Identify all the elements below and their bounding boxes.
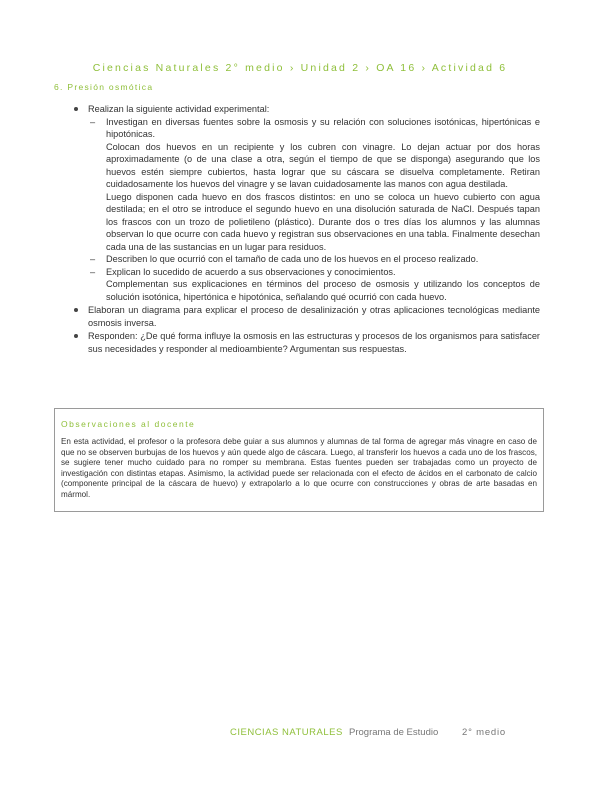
footer-subject: CIENCIAS NATURALES [230, 727, 343, 738]
activity-item [72, 330, 540, 355]
section-title: 6. Presión osmótica [54, 82, 154, 92]
activity-text: Elaboran un diagrama para explicar el proceso de desalinización y otras aplicaciones tecnológicas mediante osmosis inversa. [88, 305, 540, 328]
sub-step-paragraph: – Describen lo que ocurrió con el tamaño de cada uno de los huevos en el proceso realizado. [106, 254, 479, 264]
sub-step-paragraph: Complementan sus explicaciones en términos del proceso de osmosis y utilizando los conceptos de solución isotónica, hipertónica e hipotónica, señalando qué ocurrió con cada huevo. [106, 279, 540, 302]
teacher-notes-title: Observaciones al docente [61, 419, 196, 429]
teacher-notes-text: En esta actividad, el profesor o la profesora debe guiar a sus alumnos y alumnas de tal forma de agregar más vinagre en caso de que no se observen burbujas de los huevos y aún quede algo de cáscara. Luego, al transferir los huevos a cada uno de los frascos, se sugiere tener mucho cuidado para no romper su membrana. Estas fuentes pueden ser trabajadas como un proyecto de investigación con distintas etapas. Asimismo, la actividad puede ser relacionada con el efecto de ácidos en el carbonato de calcio (componente principal de la cáscara de huevo) y extrapolarlo a lo que ocurre con construcciones y obras de arte basadas en mármol. [61, 437, 537, 499]
sub-step-paragraph: Colocan dos huevos en un recipiente y los cubren con vinagre. Lo dejan actuar por dos horas aproximadamente (o de una clase a otra, según el tiempo de que se disponga) asegurando que los huevos estén siempre cubiertos, hasta lograr que su cáscara se disuelva completamente. Retiran cuidadosamente los huevos del vinagre y se lavan cuidadosamente las manos con agua destilada. [106, 141, 540, 189]
footer-level: 2° medio [462, 727, 506, 738]
activity-item [72, 103, 540, 303]
activity-list [72, 103, 540, 355]
sub-step-paragraph: – Explican lo sucedido de acuerdo a sus observaciones y conocimientos. [106, 266, 396, 277]
sub-step-list [88, 116, 540, 304]
sub-step-item [88, 116, 540, 254]
activity-text: Realizan la siguiente actividad experimental: [88, 104, 270, 114]
activity-item [72, 304, 540, 329]
footer-program: Programa de Estudio [349, 727, 439, 738]
activity-text: Responden: ¿De qué forma influye la osmosis en las estructuras y procesos de los organismos para satisfacer sus necesidades y responder al medioambiente? Argumentan sus respuestas. [88, 331, 540, 354]
sub-step-item [88, 266, 540, 304]
activity-content [72, 103, 540, 356]
sub-step-paragraph: – Investigan en diversas fuentes sobre la osmosis y su relación con soluciones isotónicas, hipertónicas e hipotónicas. [106, 116, 540, 139]
teacher-notes-box [54, 408, 544, 512]
sub-step-paragraph: Luego disponen cada huevo en dos frascos distintos: en uno se coloca un huevo cubierto con agua destilada; en el otro se introduce el segundo huevo en una disolución saturada de NaCl. Después tapan los frascos con un trozo de polietileno (plástico). Durante dos o tres días los alumnos y las alumnas observan lo que ocurre con cada huevo y registran sus observaciones en una tabla. Finalmente desechan cada una de las sustancias en un lugar para residuos. [106, 191, 540, 252]
sub-step-item [88, 253, 540, 266]
page-header: Ciencias Naturales 2° medio › Unidad 2 › OA 16 › Actividad 6 [92, 62, 508, 74]
